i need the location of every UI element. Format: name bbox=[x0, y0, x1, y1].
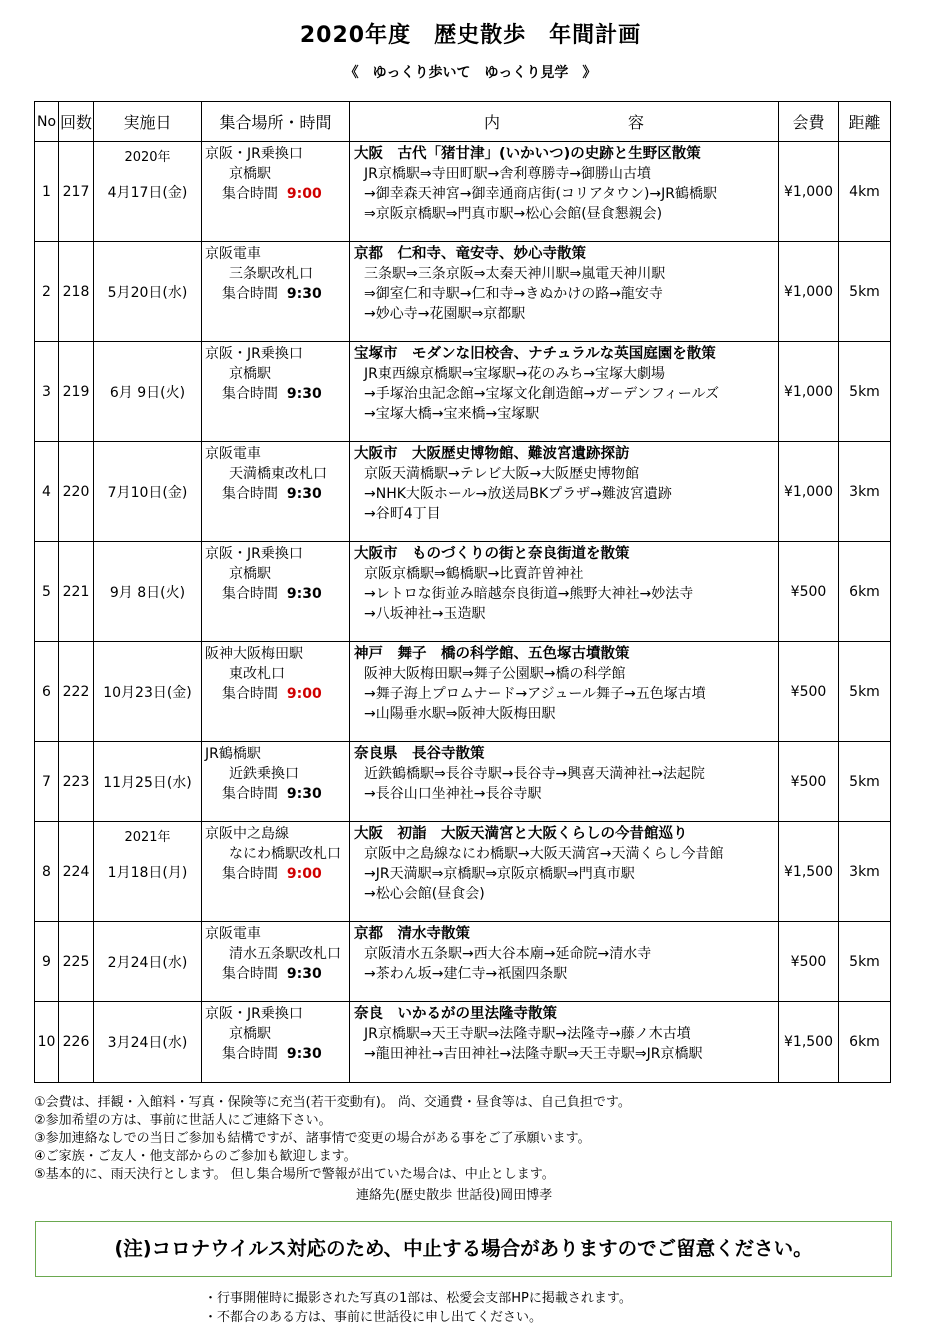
header-fee: 会費 bbox=[779, 102, 839, 142]
meeting-place: 京阪電車 bbox=[205, 926, 261, 942]
contact-info: 連絡先(歴史散歩 世話役)岡田博孝 bbox=[356, 1188, 553, 1203]
cell-meeting bbox=[202, 542, 350, 642]
cell-distance: 6km bbox=[839, 542, 891, 642]
date-year: 2021年 bbox=[124, 830, 171, 845]
meeting-time-label: 集合時間 bbox=[222, 586, 278, 602]
cell-count: 217 bbox=[59, 142, 94, 242]
content-route-line: →御幸森天神宮→御幸通商店街(コリアタウン)→JR鶴橋駅 bbox=[364, 186, 717, 202]
date-value: 4月17日(金) bbox=[107, 184, 188, 201]
cell-content bbox=[350, 922, 779, 1002]
meeting-time-line bbox=[205, 284, 347, 304]
cell-fee: ¥1,500 bbox=[779, 822, 839, 922]
header-no: No bbox=[35, 102, 59, 142]
cell-distance: 5km bbox=[839, 342, 891, 442]
cell-fee: ¥1,000 bbox=[779, 342, 839, 442]
cell-fee: ¥500 bbox=[779, 642, 839, 742]
table-row bbox=[35, 922, 891, 1002]
meeting-time-label: 集合時間 bbox=[222, 1046, 278, 1062]
cell-distance: 6km bbox=[839, 1002, 891, 1083]
meeting-time-line bbox=[205, 484, 347, 504]
footnote-item: ・不都合のある方は、事前に世話役に申し出てください。 bbox=[204, 1310, 543, 1325]
cell-date bbox=[94, 442, 202, 542]
meeting-place: 京阪電車 bbox=[205, 446, 261, 462]
meeting-gate: 東改札口 bbox=[229, 666, 285, 682]
content-title: 大阪市 大阪歴史博物館、難波宮遺跡探訪 bbox=[354, 446, 630, 462]
content-route-line: JR京橋駅⇒寺田町駅→舎利尊勝寺→御勝山古墳 bbox=[364, 166, 652, 182]
header-distance: 距離 bbox=[839, 102, 891, 142]
cell-meeting bbox=[202, 342, 350, 442]
content-route-line: 阪神大阪梅田駅⇒舞子公園駅→橋の科学館 bbox=[364, 666, 626, 682]
table-row bbox=[35, 742, 891, 822]
cell-fee: ¥500 bbox=[779, 742, 839, 822]
content-title: 大阪 初詣 大阪天満宮と大阪くらしの今昔館巡り bbox=[354, 826, 688, 842]
content-route-line: 京阪京橋駅⇒鶴橋駅→比賣許曽神社 bbox=[364, 566, 584, 582]
meeting-time-label: 集合時間 bbox=[222, 866, 278, 882]
table-row bbox=[35, 542, 891, 642]
date-value: 6月 9日(火) bbox=[109, 384, 186, 401]
content-route-line: →谷町4丁目 bbox=[364, 506, 441, 522]
meeting-time-line bbox=[205, 964, 347, 984]
meeting-time: 9:30 bbox=[286, 786, 322, 802]
meeting-time: 9:30 bbox=[286, 286, 322, 302]
cell-content bbox=[350, 442, 779, 542]
meeting-place: 阪神大阪梅田駅 bbox=[205, 646, 303, 662]
cell-fee: ¥500 bbox=[779, 542, 839, 642]
meeting-time-label: 集合時間 bbox=[222, 786, 278, 802]
cell-meeting bbox=[202, 142, 350, 242]
note-item: ④ご家族・ご友人・他支部からのご参加も歓迎します。 bbox=[34, 1149, 357, 1164]
page-subtitle: 《 ゆっくり歩いて ゆっくり見学 》 bbox=[344, 65, 597, 81]
note-item: ③参加連絡なしでの当日ご参加も結構ですが、諸事情で変更の場合がある事をご了承願います。 bbox=[34, 1131, 591, 1146]
content-route-line: ⇒御室仁和寺駅→仁和寺→きぬかけの路→龍安寺 bbox=[364, 286, 663, 302]
meeting-place: 京阪・JR乗換口 bbox=[205, 346, 303, 362]
cell-content bbox=[350, 642, 779, 742]
meeting-time-line bbox=[205, 184, 347, 204]
meeting-time-line bbox=[205, 1044, 347, 1064]
meeting-time-line bbox=[205, 864, 347, 884]
cell-meeting bbox=[202, 242, 350, 342]
cell-distance: 5km bbox=[839, 742, 891, 822]
date-value: 11月25日(水) bbox=[103, 774, 192, 791]
cell-count: 225 bbox=[59, 922, 94, 1002]
content-route-line: →レトロな街並み暗越奈良街道→熊野大神社→妙法寺 bbox=[364, 586, 694, 602]
content-route-line: 京阪中之島線なにわ橋駅→大阪天満宮→天満くらし今昔館 bbox=[364, 846, 724, 862]
meeting-time-line bbox=[205, 684, 347, 704]
cell-meeting bbox=[202, 642, 350, 742]
meeting-place: 京阪中之島線 bbox=[205, 826, 289, 842]
cell-date bbox=[94, 822, 202, 922]
cell-meeting bbox=[202, 1002, 350, 1083]
date-value: 7月10日(金) bbox=[107, 484, 188, 501]
footnotes bbox=[204, 1289, 632, 1327]
content-title: 神戸 舞子 橋の科学館、五色塚古墳散策 bbox=[354, 646, 630, 662]
cell-date bbox=[94, 342, 202, 442]
cell-no: 7 bbox=[35, 742, 59, 822]
cell-meeting bbox=[202, 442, 350, 542]
table-row bbox=[35, 1002, 891, 1083]
cell-fee: ¥1,000 bbox=[779, 442, 839, 542]
date-value: 10月23日(金) bbox=[103, 684, 192, 701]
cell-meeting bbox=[202, 922, 350, 1002]
content-title: 大阪市 ものづくりの街と奈良街道を散策 bbox=[354, 546, 630, 562]
meeting-place: 京阪・JR乗換口 bbox=[205, 546, 303, 562]
cell-count: 220 bbox=[59, 442, 94, 542]
content-title: 奈良県 長谷寺散策 bbox=[354, 746, 485, 762]
cell-no: 9 bbox=[35, 922, 59, 1002]
content-route-line: 三条駅⇒三条京阪⇒太秦天神川駅⇒嵐電天神川駅 bbox=[364, 266, 666, 282]
cell-distance: 4km bbox=[839, 142, 891, 242]
table-row bbox=[35, 822, 891, 922]
meeting-time: 9:30 bbox=[286, 966, 322, 982]
meeting-time-line bbox=[205, 384, 347, 404]
cell-count: 218 bbox=[59, 242, 94, 342]
date-value: 2月24日(水) bbox=[107, 954, 188, 971]
header-date: 実施日 bbox=[94, 102, 202, 142]
content-route-line: →松心会館(昼食会) bbox=[364, 886, 485, 902]
cell-distance: 5km bbox=[839, 242, 891, 342]
content-route-line: →妙心寺→花園駅⇒京都駅 bbox=[364, 306, 526, 322]
meeting-time: 9:30 bbox=[286, 486, 322, 502]
cell-distance: 3km bbox=[839, 442, 891, 542]
cell-content bbox=[350, 1002, 779, 1083]
meeting-gate: 京橋駅 bbox=[229, 566, 271, 582]
meeting-time-label: 集合時間 bbox=[222, 286, 278, 302]
cell-meeting bbox=[202, 822, 350, 922]
content-route-line: JR京橋駅⇒天王寺駅⇒法隆寺駅→法隆寺→藤ノ木古墳 bbox=[364, 1026, 691, 1042]
meeting-gate: 天満橋東改札口 bbox=[229, 466, 327, 482]
table-row bbox=[35, 642, 891, 742]
content-title: 奈良 いかるがの里法隆寺散策 bbox=[354, 1006, 557, 1022]
meeting-gate: 京橋駅 bbox=[229, 1026, 271, 1042]
cell-content bbox=[350, 742, 779, 822]
cell-content bbox=[350, 822, 779, 922]
content-route-line: →JR天満駅⇒京橋駅⇒京阪京橋駅⇒門真市駅 bbox=[364, 866, 635, 882]
meeting-place: 京阪・JR乗換口 bbox=[205, 146, 303, 162]
meeting-gate: 清水五条駅改札口 bbox=[229, 946, 341, 962]
cell-meeting bbox=[202, 742, 350, 822]
content-route-line: →NHK大阪ホール→放送局BKプラザ→難波宮遺跡 bbox=[364, 486, 672, 502]
meeting-time: 9:30 bbox=[286, 386, 322, 402]
cell-fee: ¥500 bbox=[779, 922, 839, 1002]
content-route-line: →八坂神社→玉造駅 bbox=[364, 606, 486, 622]
date-value: 5月20日(水) bbox=[107, 284, 188, 301]
meeting-place: 京阪・JR乗換口 bbox=[205, 1006, 303, 1022]
date-value: 3月24日(水) bbox=[107, 1035, 188, 1051]
content-title: 宝塚市 モダンな旧校舎、ナチュラルな英国庭園を散策 bbox=[354, 346, 716, 362]
cell-date bbox=[94, 1002, 202, 1083]
cell-date bbox=[94, 642, 202, 742]
cell-fee: ¥1,000 bbox=[779, 242, 839, 342]
content-route-line: →茶わん坂→建仁寺→祇園四条駅 bbox=[364, 966, 568, 982]
cell-content bbox=[350, 142, 779, 242]
content-route-line: →舞子海上プロムナード→アジュール舞子→五色塚古墳 bbox=[364, 686, 706, 702]
meeting-gate: 近鉄乗換口 bbox=[229, 766, 299, 782]
content-route-line: →龍田神社→吉田神社→法隆寺駅⇒天王寺駅⇒JR京橋駅 bbox=[364, 1046, 703, 1062]
schedule-table bbox=[34, 101, 891, 1083]
cell-count: 224 bbox=[59, 822, 94, 922]
meeting-place: 京阪電車 bbox=[205, 246, 261, 262]
footnote-item: ・行事開催時に撮影された写真の1部は、松愛会支部HPに掲載されます。 bbox=[204, 1291, 632, 1306]
cell-distance: 3km bbox=[839, 822, 891, 922]
content-route-line: 京阪清水五条駅→西大谷本廟→延命院→清水寺 bbox=[364, 946, 652, 962]
date-value: 9月 8日(火) bbox=[109, 584, 186, 601]
content-route-line: →長谷山口坐神社→長谷寺駅 bbox=[364, 786, 542, 802]
cell-distance: 5km bbox=[839, 642, 891, 742]
note-item: ①会費は、拝観・入館料・写真・保険等に充当(若干変動有)。 尚、交通費・昼食等は、自己負担です。 bbox=[34, 1095, 631, 1110]
cell-count: 226 bbox=[59, 1002, 94, 1083]
date-value: 1月18日(月) bbox=[107, 864, 188, 881]
content-route-line: →山陽垂水駅⇒阪神大阪梅田駅 bbox=[364, 706, 556, 722]
content-route-line: ⇒京阪京橋駅⇒門真市駅→松心会館(昼食懇親会) bbox=[364, 206, 663, 222]
meeting-time: 9:30 bbox=[286, 1046, 322, 1062]
date-year: 2020年 bbox=[124, 150, 171, 165]
cell-no: 3 bbox=[35, 342, 59, 442]
table-row bbox=[35, 442, 891, 542]
cell-no: 1 bbox=[35, 142, 59, 242]
meeting-time-label: 集合時間 bbox=[222, 386, 278, 402]
meeting-time-line bbox=[205, 584, 347, 604]
content-route-line: 京阪天満橋駅→テレビ大阪→大阪歴史博物館 bbox=[364, 466, 640, 482]
header-meeting: 集合場所・時間 bbox=[202, 102, 350, 142]
header-count: 回数 bbox=[59, 102, 94, 142]
cell-date bbox=[94, 242, 202, 342]
meeting-time: 9:00 bbox=[286, 186, 322, 202]
cell-no: 4 bbox=[35, 442, 59, 542]
content-route-line: JR東西線京橋駅⇒宝塚駅→花のみち→宝塚大劇場 bbox=[364, 366, 666, 382]
cell-no: 2 bbox=[35, 242, 59, 342]
meeting-time-line bbox=[205, 784, 347, 804]
cell-content bbox=[350, 242, 779, 342]
meeting-gate: 三条駅改札口 bbox=[229, 266, 313, 282]
cell-no: 5 bbox=[35, 542, 59, 642]
meeting-gate: 京橋駅 bbox=[229, 166, 271, 182]
cell-date bbox=[94, 922, 202, 1002]
meeting-gate: 京橋駅 bbox=[229, 366, 271, 382]
cell-count: 223 bbox=[59, 742, 94, 822]
cell-count: 219 bbox=[59, 342, 94, 442]
content-route-line: 近鉄鶴橋駅⇒長谷寺駅→長谷寺→興喜天満神社→法起院 bbox=[364, 766, 705, 782]
cell-distance: 5km bbox=[839, 922, 891, 1002]
cell-date bbox=[94, 742, 202, 822]
cell-date bbox=[94, 142, 202, 242]
meeting-gate: なにわ橋駅改札口 bbox=[229, 846, 341, 862]
meeting-time-label: 集合時間 bbox=[222, 966, 278, 982]
meeting-time-label: 集合時間 bbox=[222, 686, 278, 702]
meeting-time: 9:00 bbox=[286, 686, 322, 702]
page-title: 2020年度 歴史散歩 年間計画 bbox=[299, 23, 642, 48]
header-content: 内 容 bbox=[350, 102, 779, 142]
note-item: ②参加希望の方は、事前に世話人にご連絡下さい。 bbox=[34, 1113, 332, 1128]
cell-fee: ¥1,500 bbox=[779, 1002, 839, 1083]
cell-date bbox=[94, 542, 202, 642]
cell-no: 10 bbox=[35, 1002, 59, 1083]
content-title: 京都 仁和寺、竜安寺、妙心寺散策 bbox=[354, 246, 586, 262]
cell-count: 222 bbox=[59, 642, 94, 742]
content-title: 京都 清水寺散策 bbox=[354, 926, 470, 942]
content-route-line: →手塚治虫記念館→宝塚文化創造館→ガーデンフィールズ bbox=[364, 386, 720, 402]
table-row bbox=[35, 342, 891, 442]
note-item: ⑤基本的に、雨天決行とします。 但し集合場所で警報が出ていた場合は、中止とします。 bbox=[34, 1167, 555, 1182]
table-body bbox=[35, 142, 891, 1083]
cell-count: 221 bbox=[59, 542, 94, 642]
notes-list bbox=[34, 1094, 631, 1184]
warning-box: (注)コロナウイルス対応のため、中止する場合がありますのでご留意ください。 bbox=[35, 1221, 892, 1277]
table-header-row bbox=[35, 102, 891, 142]
meeting-time-label: 集合時間 bbox=[222, 186, 278, 202]
cell-fee: ¥1,000 bbox=[779, 142, 839, 242]
cell-no: 8 bbox=[35, 822, 59, 922]
meeting-time-label: 集合時間 bbox=[222, 486, 278, 502]
meeting-time: 9:30 bbox=[286, 586, 322, 602]
table-row bbox=[35, 242, 891, 342]
meeting-time: 9:00 bbox=[286, 866, 322, 882]
content-title: 大阪 古代「猪甘津」(いかいつ)の史跡と生野区散策 bbox=[354, 146, 701, 162]
cell-content bbox=[350, 542, 779, 642]
meeting-place: JR鶴橋駅 bbox=[205, 746, 261, 762]
cell-content bbox=[350, 342, 779, 442]
table-row bbox=[35, 142, 891, 242]
content-route-line: →宝塚大橋→宝来橋→宝塚駅 bbox=[364, 406, 540, 422]
cell-no: 6 bbox=[35, 642, 59, 742]
